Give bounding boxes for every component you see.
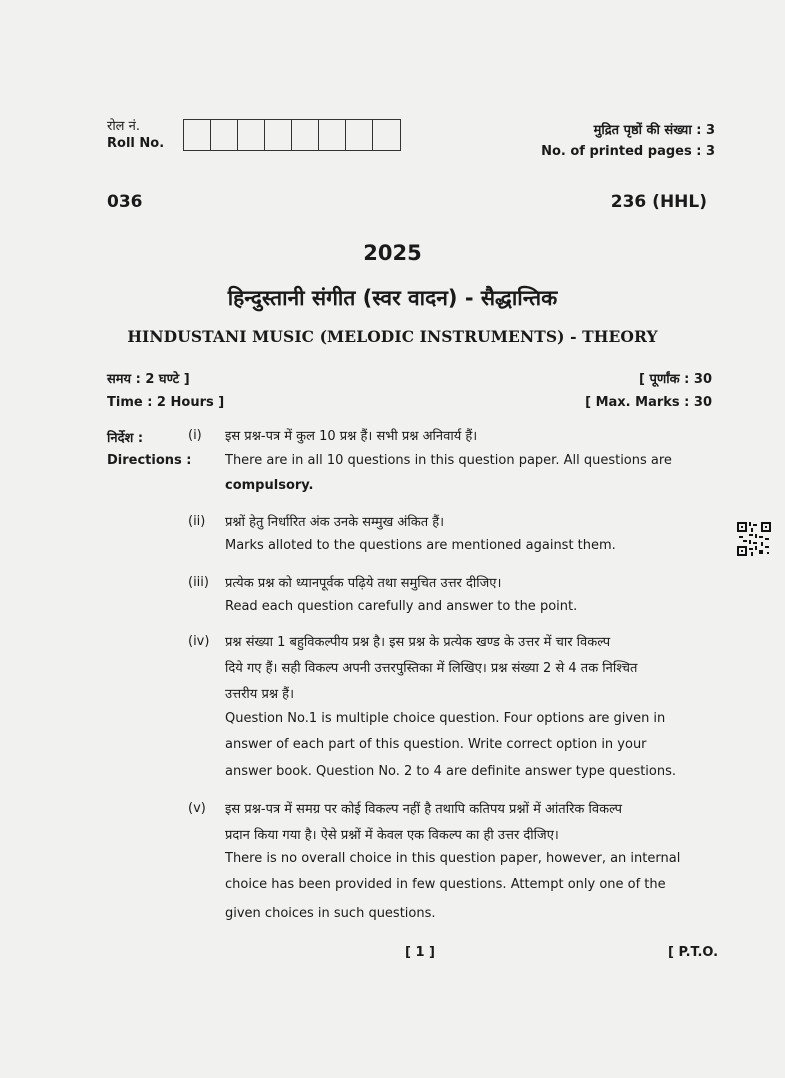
- max-marks-english: [ Max. Marks : 30: [585, 395, 712, 410]
- time-english: Time : 2 Hours ]: [107, 395, 225, 410]
- direction-text-hindi: इस प्रश्न-पत्र में कुल 10 प्रश्न हैं। सभी प्रश्न अनिवार्य हैं।: [225, 429, 478, 444]
- direction-text-hindi: प्रत्येक प्रश्न को ध्यानपूर्वक पढ़िये तथा समुचित उत्तर दीजिए।: [225, 576, 502, 591]
- roll-box[interactable]: [292, 120, 319, 150]
- roll-box[interactable]: [373, 120, 400, 150]
- roll-box[interactable]: [346, 120, 373, 150]
- roll-box[interactable]: [184, 120, 211, 150]
- direction-text-english: compulsory.: [225, 478, 314, 493]
- direction-text-hindi: दिये गए हैं। सही विकल्प अपनी उत्तरपुस्तिका में लिखिए। प्रश्न संख्या 2 से 4 तक निश्चित: [225, 661, 638, 676]
- direction-text-english: answer book. Question No. 2 to 4 are definite answer type questions.: [225, 764, 677, 779]
- roll-box[interactable]: [319, 120, 346, 150]
- page-number: [ 1 ]: [405, 945, 435, 960]
- exam-year: 2025: [363, 241, 422, 265]
- roll-box[interactable]: [211, 120, 238, 150]
- please-turn-over: [ P.T.O.: [668, 945, 719, 960]
- subject-title-english: HINDUSTANI MUSIC (MELODIC INSTRUMENTS) - THEORY: [127, 327, 658, 346]
- roll-box[interactable]: [238, 120, 265, 150]
- direction-text-hindi: प्रदान किया गया है। ऐसे प्रश्नों में केवल एक विकल्प का ही उत्तर दीजिए।: [225, 828, 559, 843]
- direction-number: (ii): [188, 514, 206, 529]
- direction-text-hindi: प्रश्नों हेतु निर्धारित अंक उनके सम्मुख अंकित हैं।: [225, 515, 445, 530]
- paper-code-right: 236 (HHL): [610, 192, 707, 212]
- roll-box[interactable]: [265, 120, 292, 150]
- direction-text-english: Read each question carefully and answer to the point.: [225, 599, 578, 614]
- direction-number: (iii): [188, 575, 209, 590]
- roll-number-boxes[interactable]: [183, 119, 401, 151]
- subject-title-hindi: हिन्दुस्तानी संगीत (स्वर वादन) - सैद्धान्तिक: [227, 286, 558, 310]
- direction-number: (iv): [188, 634, 210, 649]
- directions-label-english: Directions :: [107, 453, 192, 468]
- roll-number-label: [107, 118, 164, 152]
- max-marks-hindi: [ पूर्णांक : 30: [639, 372, 712, 387]
- direction-text-english: Marks alloted to the questions are mentioned against them.: [225, 538, 616, 553]
- direction-text-english: There are in all 10 questions in this question paper. All questions are: [225, 453, 672, 468]
- direction-text-english: given choices in such questions.: [225, 906, 436, 921]
- direction-text-hindi: इस प्रश्न-पत्र में समग्र पर कोई विकल्प नहीं है तथापि कतिपय प्रश्नों में आंतरिक विकल्प: [225, 802, 623, 817]
- direction-text-hindi: प्रश्न संख्या 1 बहुविकल्पीय प्रश्न है। इस प्रश्न के प्रत्येक खण्ड के उत्तर में चार विकल्प: [225, 635, 611, 650]
- roll-label-english: Roll No.: [107, 136, 165, 151]
- direction-text-english: Question No.1 is multiple choice question. Four options are given in: [225, 711, 666, 726]
- direction-number: (i): [188, 428, 202, 443]
- direction-text-hindi: उत्तरीय प्रश्न हैं।: [225, 687, 295, 702]
- roll-label-hindi: रोल नं.: [107, 119, 140, 134]
- direction-text-english: answer of each part of this question. Write correct option in your: [225, 737, 647, 752]
- printed-pages-hindi: मुद्रित पृष्ठों की संख्या : 3: [593, 123, 715, 138]
- printed-pages-english: No. of printed pages : 3: [541, 144, 715, 159]
- directions-label-hindi: निर्देश :: [107, 431, 144, 446]
- qr-code-icon: [737, 522, 771, 556]
- paper-code-left: 036: [107, 192, 143, 212]
- direction-text-english: choice has been provided in few questions. Attempt only one of the: [225, 877, 666, 892]
- direction-text-english: There is no overall choice in this question paper, however, an internal: [225, 851, 681, 866]
- direction-number: (v): [188, 801, 206, 816]
- time-hindi: समय : 2 घण्टे ]: [107, 372, 190, 387]
